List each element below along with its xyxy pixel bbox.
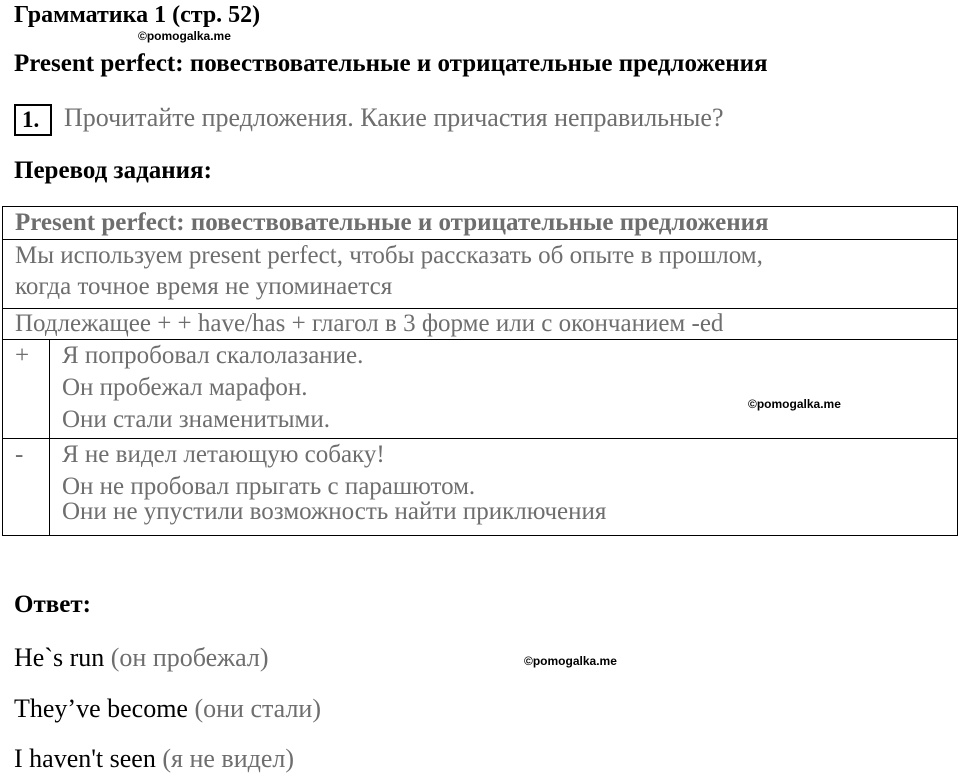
positive-sign: + xyxy=(3,340,50,439)
watermark: ©pomogalka.me xyxy=(748,397,841,411)
answer-line xyxy=(14,694,321,724)
table-header: Present perfect: повествовательные и отрицательные предложения xyxy=(3,207,958,240)
answer-english: They’ve become xyxy=(14,694,188,723)
task-number: 1. xyxy=(14,104,52,136)
example-sentence: Они стали знаменитыми. xyxy=(62,406,331,433)
translation-label: Перевод задания: xyxy=(14,157,212,184)
description-line: Мы используем present perfect, чтобы рассказать об опыте в прошлом, xyxy=(15,242,763,269)
positive-examples xyxy=(50,340,958,439)
negative-sign: - xyxy=(3,439,50,536)
task-text: Прочитайте предложения. Какие причастия неправильные? xyxy=(64,103,724,132)
answer-english: He`s run xyxy=(14,643,105,672)
table-description xyxy=(3,240,958,309)
example-sentence: Я не видел летающую собаку! xyxy=(62,441,385,468)
grammar-table xyxy=(2,206,958,536)
description-line: когда точное время не упоминается xyxy=(15,273,393,300)
answer-line xyxy=(14,643,269,673)
answer-russian: (он пробежал) xyxy=(110,643,269,672)
table-formula: Подлежащее + + have/has + глагол в 3 форме или с окончанием -ed xyxy=(3,309,958,340)
example-sentence: Он не пробовал прыгать с парашютом. xyxy=(62,473,476,500)
page-title: Грамматика 1 (стр. 52) xyxy=(14,2,261,28)
negative-examples xyxy=(50,439,958,536)
answer-label: Ответ: xyxy=(14,591,91,618)
answer-russian: (я не видел) xyxy=(162,744,295,773)
watermark: ©pomogalka.me xyxy=(524,654,617,668)
answer-line xyxy=(14,744,294,774)
answer-russian: (они стали) xyxy=(194,694,321,723)
example-sentence: Я попробовал скалолазание. xyxy=(62,342,364,369)
answer-english: I haven't seen xyxy=(14,744,156,773)
example-sentence: Они не упустили возможность найти приключения xyxy=(62,498,607,525)
section-subtitle: Present perfect: повествовательные и отрицательные предложения xyxy=(14,50,768,77)
watermark: ©pomogalka.me xyxy=(138,29,231,43)
example-sentence: Он пробежал марафон. xyxy=(62,374,308,401)
